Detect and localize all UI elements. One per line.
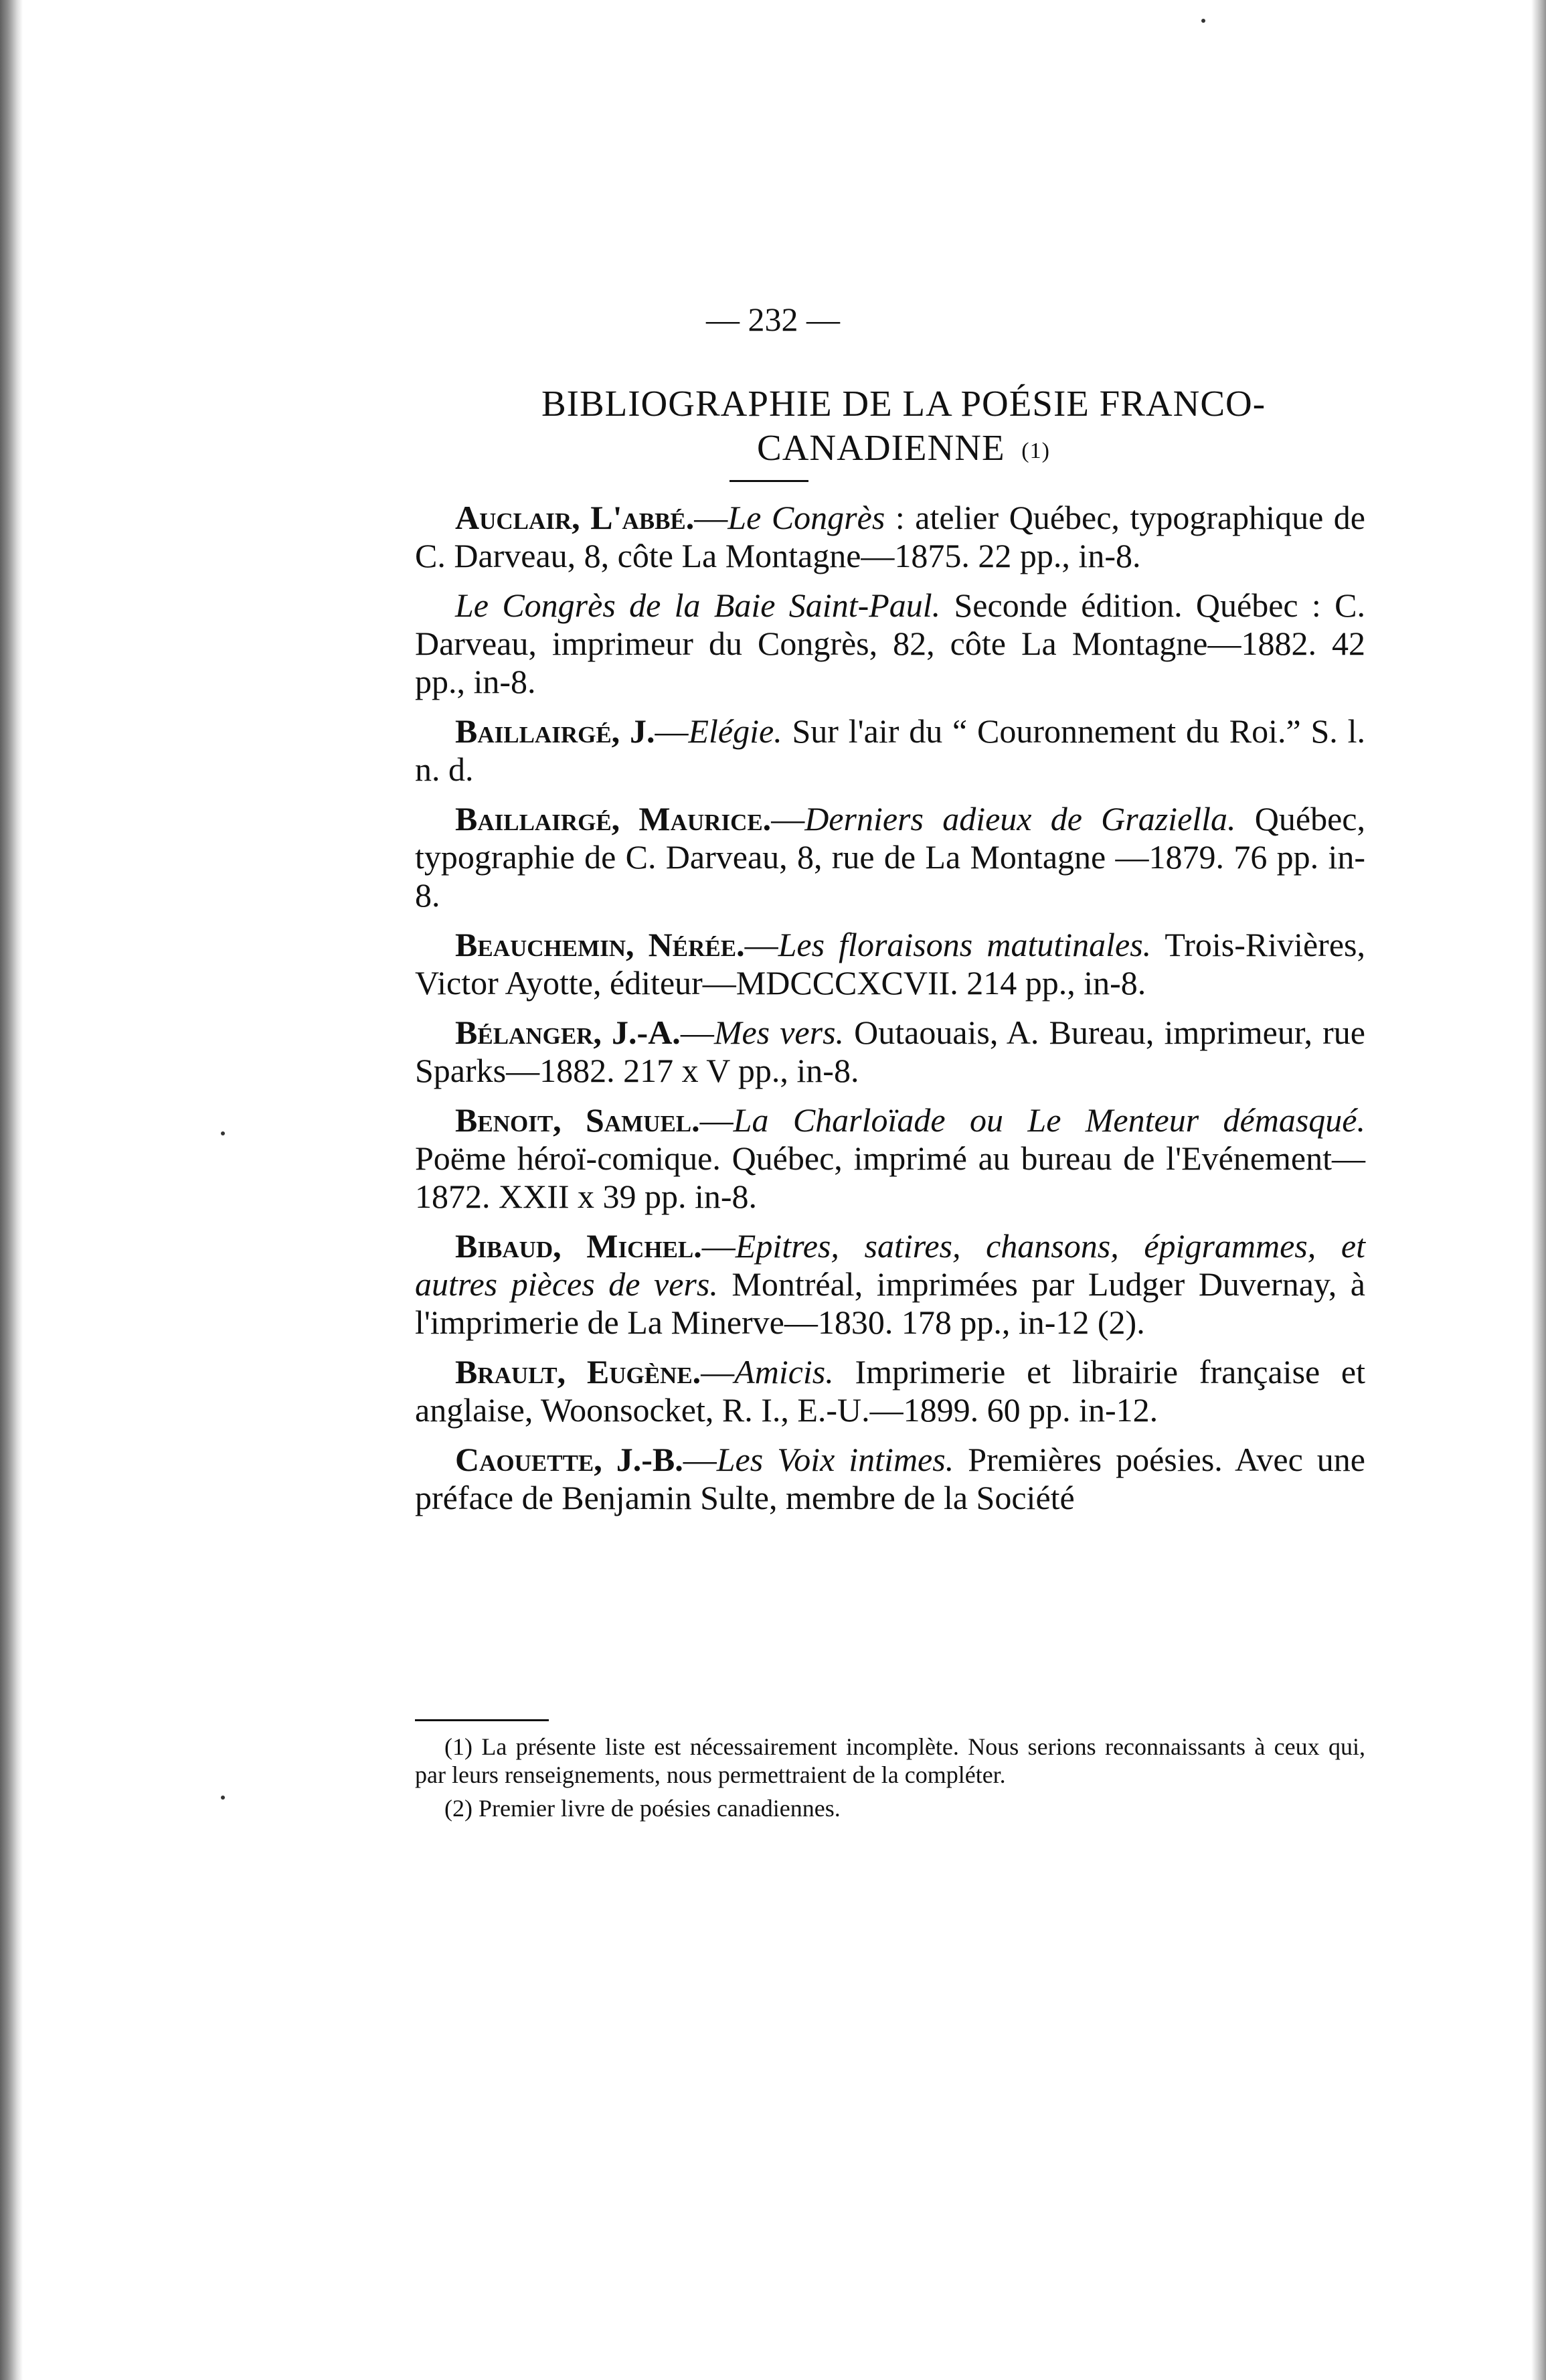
entry-details: Poëme héroï-comique. Québec, imprimé au bureau de l'Evénement—1872. XXII x 39 pp. in-8. (415, 1139, 1365, 1215)
entry-title: La Charloïade ou Le Menteur démasqué. (733, 1101, 1365, 1139)
entry-separator: — (680, 1014, 714, 1051)
entry-title: Elégie. (688, 712, 782, 750)
heading-rule (729, 480, 808, 482)
entry-author: Beauchemin, Nérée. (455, 926, 745, 963)
footnote-rule (415, 1719, 549, 1721)
footnote: (2) Premier livre de poésies canadiennes. (444, 1795, 841, 1822)
entry-title: Les floraisons matutinales. (778, 926, 1152, 963)
entry-details: Sur l'air du “ Couronnement du Roi.” S. l. n. d. (415, 712, 1365, 788)
entry-author: Baillairgé, Maurice. (455, 800, 772, 838)
entry-author: Caouette, J.-B. (455, 1441, 683, 1478)
entry-details: Seconde édition. Québec : C. Darveau, imprimeur du Congrès, 82, côte La Montagne—1882. 42 pp., in-8. (415, 586, 1365, 700)
bibliography-entry (415, 499, 1365, 575)
entry-author: Brault, Eugène. (455, 1353, 701, 1391)
entry-separator: — (744, 926, 778, 963)
scan-speck (1201, 19, 1205, 23)
entry-title: Le Congrès (727, 499, 885, 536)
page-heading (468, 382, 1339, 473)
entry-author: Bibaud, Michel. (455, 1227, 702, 1265)
bibliography-entry (415, 712, 1365, 789)
entry-separator: — (655, 712, 689, 750)
bibliography-entry (415, 800, 1365, 915)
entry-author: Baillairgé, J. (455, 712, 655, 750)
heading-line-2-text: CANADIENNE (757, 427, 1005, 468)
bibliography-entry (415, 1014, 1365, 1090)
entry-title: Les Voix intimes. (716, 1441, 954, 1478)
entry-details: Québec, typographie de C. Darveau, 8, rue de La Montagne —1879. 76 pp. in-8. (415, 800, 1365, 914)
bibliography-entry (415, 926, 1365, 1002)
entry-separator: — (771, 800, 805, 838)
scan-speck (221, 1131, 225, 1135)
bibliography-entries (415, 499, 1365, 1528)
entry-title: Amicis. (734, 1353, 834, 1391)
scan-speck (221, 1796, 225, 1800)
entry-separator: — (699, 1101, 734, 1139)
bibliography-entry (415, 1227, 1365, 1342)
bibliography-entry (415, 1353, 1365, 1429)
entry-details: Outaouais, A. Bureau, imprimeur, rue Sparks—1882. 217 x V pp., in-8. (415, 1014, 1365, 1089)
heading-line-1: BIBLIOGRAPHIE DE LA POÉSIE FRANCO- (541, 383, 1266, 424)
entry-separator: — (701, 1353, 735, 1391)
entry-separator: — (694, 499, 728, 536)
entry-author: Auclair, L'abbé. (455, 499, 695, 536)
bibliography-entry (415, 1441, 1365, 1517)
entry-separator: — (683, 1441, 717, 1478)
entry-details: Premières poésies. Avec une préface de Benjamin Sulte, membre de la Société (415, 1441, 1365, 1516)
page-number: — 232 — (706, 301, 840, 338)
entry-details: Imprimerie et librairie française et anglaise, Woonsocket, R. I., E.-U.—1899. 60 pp. in-12. (415, 1353, 1365, 1429)
entry-title: Derniers adieux de Graziella. (804, 800, 1236, 838)
entry-author: Benoit, Samuel. (455, 1101, 700, 1139)
entry-title: Mes vers. (713, 1014, 845, 1051)
heading-line-2 (468, 426, 1339, 473)
bibliography-entry (415, 586, 1365, 701)
heading-footnote-marker: (1) (1021, 439, 1050, 464)
entry-separator: — (701, 1227, 736, 1265)
entry-author: Bélanger, J.-A. (455, 1014, 681, 1051)
entry-details: : atelier Québec, typographique de C. Darveau, 8, côte La Montagne—1875. 22 pp., in-8. (415, 499, 1365, 574)
entry-title: Epitres, satires, chansons, épigrammes, et autres pièces de vers. (415, 1227, 1365, 1303)
bibliography-entry (415, 1101, 1365, 1216)
entry-title: Le Congrès de la Baie Saint-Paul. (455, 586, 941, 624)
scan-left-edge (0, 0, 23, 2380)
scan-right-edge (1531, 0, 1546, 2380)
entry-details: Montréal, imprimées par Ludger Duvernay, à l'imprimerie de La Minerve—1830. 178 pp., in-12 (2). (415, 1265, 1365, 1341)
footnotes (415, 1733, 1365, 1828)
entry-details: Trois-Rivières, Victor Ayotte, éditeur—MDCCCXCVII. 214 pp., in-8. (415, 926, 1365, 1002)
footnote: (1) La présente liste est nécessairement incomplète. Nous serions reconnaissants à ceux qui, par leurs renseignements, nous permettraient de la compléter. (415, 1733, 1365, 1788)
